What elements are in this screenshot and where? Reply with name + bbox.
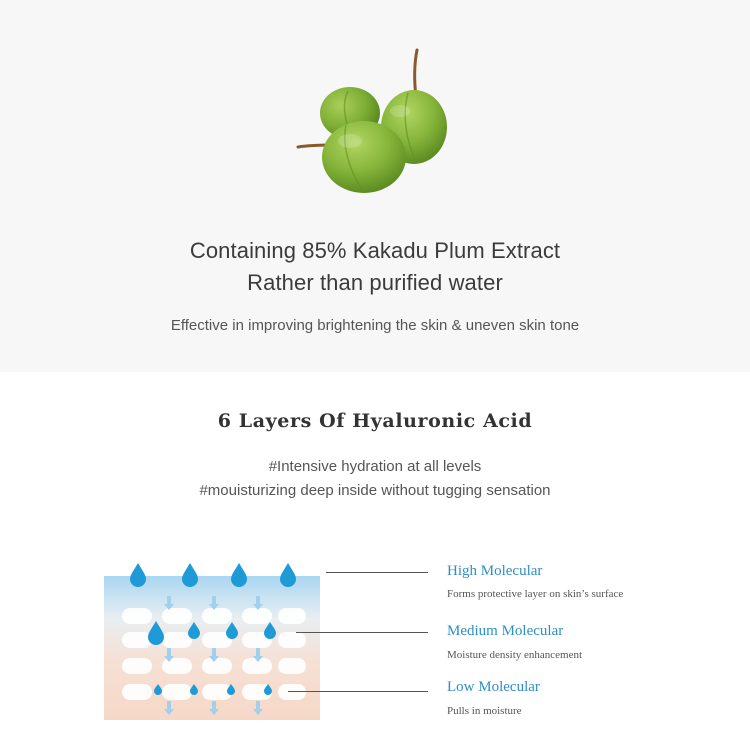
layer-desc-low: Pulls in moisture	[447, 705, 522, 717]
section-title: 6 Layers Of Hyaluronic Acid	[217, 410, 533, 432]
connector-high	[326, 572, 428, 573]
layer-label-medium: Medium Molecular	[447, 623, 564, 639]
connector-medium	[296, 632, 428, 633]
tag-line-1: #Intensive hydration at all levels	[268, 458, 482, 475]
layer-label-low: Low Molecular	[447, 679, 540, 695]
layer-desc-high: Forms protective layer on skin’s surface	[447, 588, 624, 600]
layer-desc-medium: Moisture density enhancement	[447, 649, 583, 661]
benefit-subtext: Effective in improving brightening the skin & uneven skin tone	[170, 317, 580, 334]
plum-fruit-illustration	[290, 45, 460, 200]
headline-line-2: Rather than purified water	[247, 270, 503, 295]
connector-low	[288, 691, 428, 692]
layer-label-high: High Molecular	[447, 563, 543, 579]
tag-line-2: #mouisturizing deep inside without tugging sensation	[199, 482, 551, 499]
headline-line-1: Containing 85% Kakadu Plum Extract	[189, 238, 561, 263]
top-section	[0, 0, 750, 372]
